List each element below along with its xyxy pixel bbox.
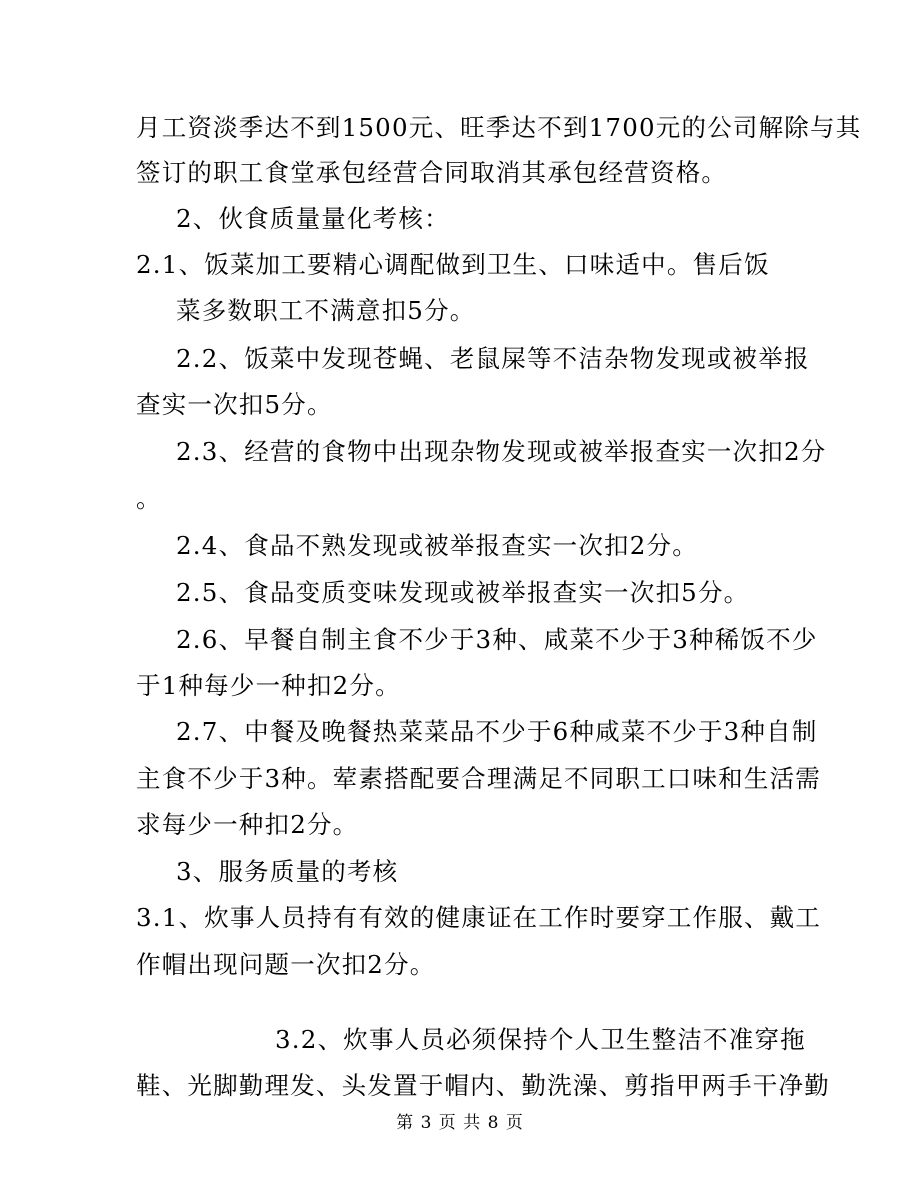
text-line: 2.2、饭菜中发现苍蝇、老鼠屎等不洁杂物发现或被举报 — [176, 344, 810, 373]
text-line: 鞋、光脚勤理发、头发置于帽内、勤洗澡、剪指甲两手干净勤 — [136, 1071, 830, 1100]
text-line: 2.3、经营的食物中出现杂物发现或被举报查实一次扣2分 — [176, 437, 827, 466]
text-line: 签订的职工食堂承包经营合同取消其承包经营资格。 — [136, 158, 728, 187]
text-line: 2.4、食品不熟发现或被举报查实一次扣2分。 — [176, 531, 698, 560]
text-line: 查实一次扣5分。 — [136, 390, 333, 419]
text-line: 求每少一种扣2分。 — [136, 810, 359, 839]
text-line: 菜多数职工不满意扣5分。 — [176, 296, 476, 325]
section-heading: 2、伙食质量量化考核： — [176, 204, 450, 233]
text-line: 作帽出现问题一次扣2分。 — [136, 950, 436, 979]
text-line: 月工资淡季达不到1500元、旺季达不到1700元的公司解除与其 — [136, 113, 862, 142]
text-line: 主食不少于3种。荤素搭配要合理满足不同职工口味和生活需 — [136, 764, 821, 793]
section-heading: 3、服务质量的考核 — [176, 857, 399, 886]
text-line: 2.1、饭菜加工要精心调配做到卫生、口味适中。售后饭 — [136, 250, 770, 279]
text-line: 2.5、食品变质变味发现或被举报查实一次扣5分。 — [176, 578, 750, 607]
text-line: 。 — [136, 484, 162, 513]
text-line: 2.7、中餐及晚餐热菜菜品不少于6种咸菜不少于3种自制 — [176, 717, 818, 746]
text-line: 于1种每少一种扣2分。 — [136, 671, 401, 700]
text-line: 3.1、炊事人员持有有效的健康证在工作时要穿工作服、戴工 — [136, 903, 822, 932]
page-footer: 第 3 页 共 8 页 — [396, 1113, 524, 1133]
text-line: 3.2、炊事人员必须保持个人卫生整洁不准穿拖 — [275, 1025, 806, 1054]
text-line: 2.6、早餐自制主食不少于3种、咸菜不少于3种稀饭不少 — [176, 625, 818, 654]
